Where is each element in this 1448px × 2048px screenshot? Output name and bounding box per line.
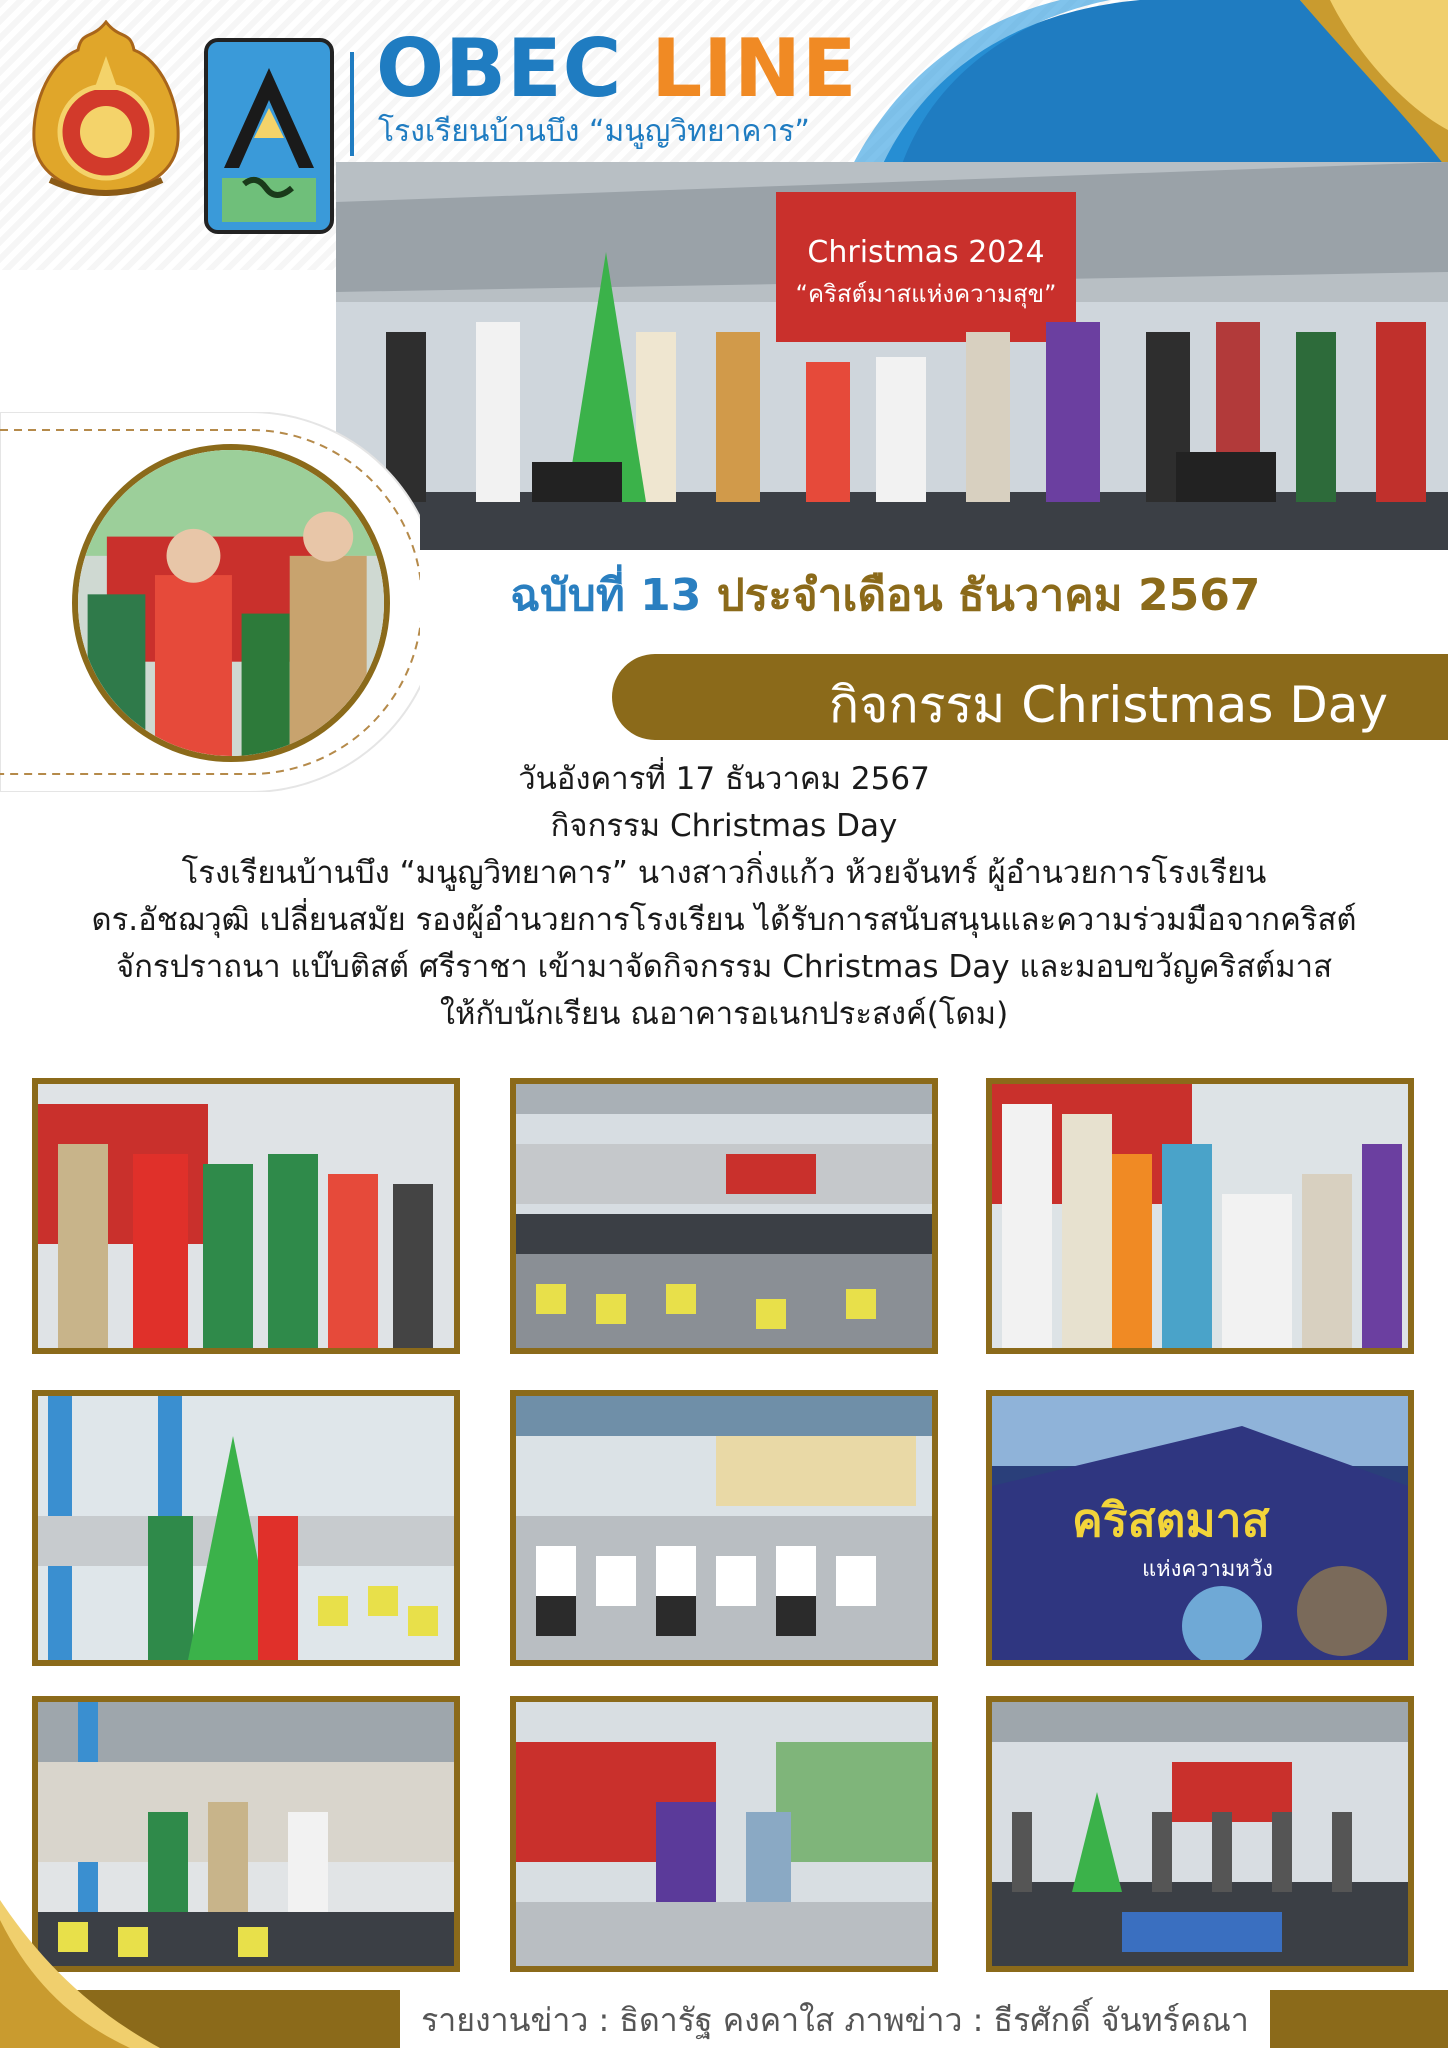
brand-title xyxy=(376,22,858,115)
book-subtitle: แห่งความหวัง xyxy=(1142,1557,1273,1582)
gallery-photo xyxy=(32,1390,460,1666)
gallery-photo xyxy=(510,1390,938,1666)
news-body xyxy=(40,756,1408,1038)
obec-emblem-logo xyxy=(30,20,182,196)
gallery-photo xyxy=(510,1078,938,1354)
gallery-photo xyxy=(986,1078,1414,1354)
footer-bar-right xyxy=(1270,1990,1448,2048)
activity-title: กิจกรรม Christmas Day xyxy=(828,676,1388,734)
title-pill xyxy=(612,654,1448,740)
hero-banner-line1: Christmas 2024 xyxy=(807,235,1045,270)
body-line: วันอังคารที่ 17 ธันวาคม 2567 xyxy=(518,761,930,797)
circle-photo-speakers xyxy=(72,444,390,762)
school-logo xyxy=(204,38,334,234)
gallery-photo xyxy=(986,1696,1414,1972)
footer-credits: รายงานข่าว : ธิดารัฐ คงคาใส ภาพข่าว : ธีรศักดิ์ จันทร์คณา xyxy=(400,1992,1270,2048)
brand-subtitle: โรงเรียนบ้านบึง “มนูญวิทยาคาร” xyxy=(378,114,810,149)
body-line: ดร.อัชฌวุฒิ เปลี่ยนสมัย รองผู้อำนวยการโรงเรียน ได้รับการสนับสนุนและความร่วมมือจากคริสต์ xyxy=(91,902,1357,938)
brand-title-line: LINE xyxy=(651,22,858,115)
body-line: จักรปราถนา แบ๊บติสต์ ศรีราชา เข้ามาจัดกิจกรรม Christmas Day และมอบขวัญคริสต์มาส xyxy=(115,949,1333,985)
hero-banner-line2: “คริสต์มาสแห่งความสุข” xyxy=(795,280,1057,308)
hero-photo-stage xyxy=(336,162,1448,550)
gallery-photo xyxy=(510,1696,938,1972)
gold-corner-bottom-left xyxy=(0,1900,160,2048)
body-line: กิจกรรม Christmas Day xyxy=(550,808,898,844)
brand-title-obec: OBEC xyxy=(376,22,623,115)
gallery-photo-book xyxy=(986,1390,1414,1666)
book-title: คริสตมาส xyxy=(1072,1493,1270,1547)
brand-divider xyxy=(350,52,354,156)
gallery-photo xyxy=(32,1078,460,1354)
body-line: ให้กับนักเรียน ณอาคารอเนกประสงค์(โดม) xyxy=(439,996,1009,1032)
issue-month: ประจำเดือน ธันวาคม 2567 xyxy=(716,570,1261,621)
body-line: โรงเรียนบ้านบึง “มนูญวิทยาคาร” นางสาวกิ่งแก้ว ห้วยจันทร์ ผู้อำนวยการโรงเรียน xyxy=(181,855,1267,891)
gold-corner-top-right xyxy=(1300,0,1448,170)
issue-line xyxy=(510,560,1260,630)
issue-number: 13 xyxy=(640,570,702,621)
issue-prefix: ฉบับที่ xyxy=(510,570,625,621)
